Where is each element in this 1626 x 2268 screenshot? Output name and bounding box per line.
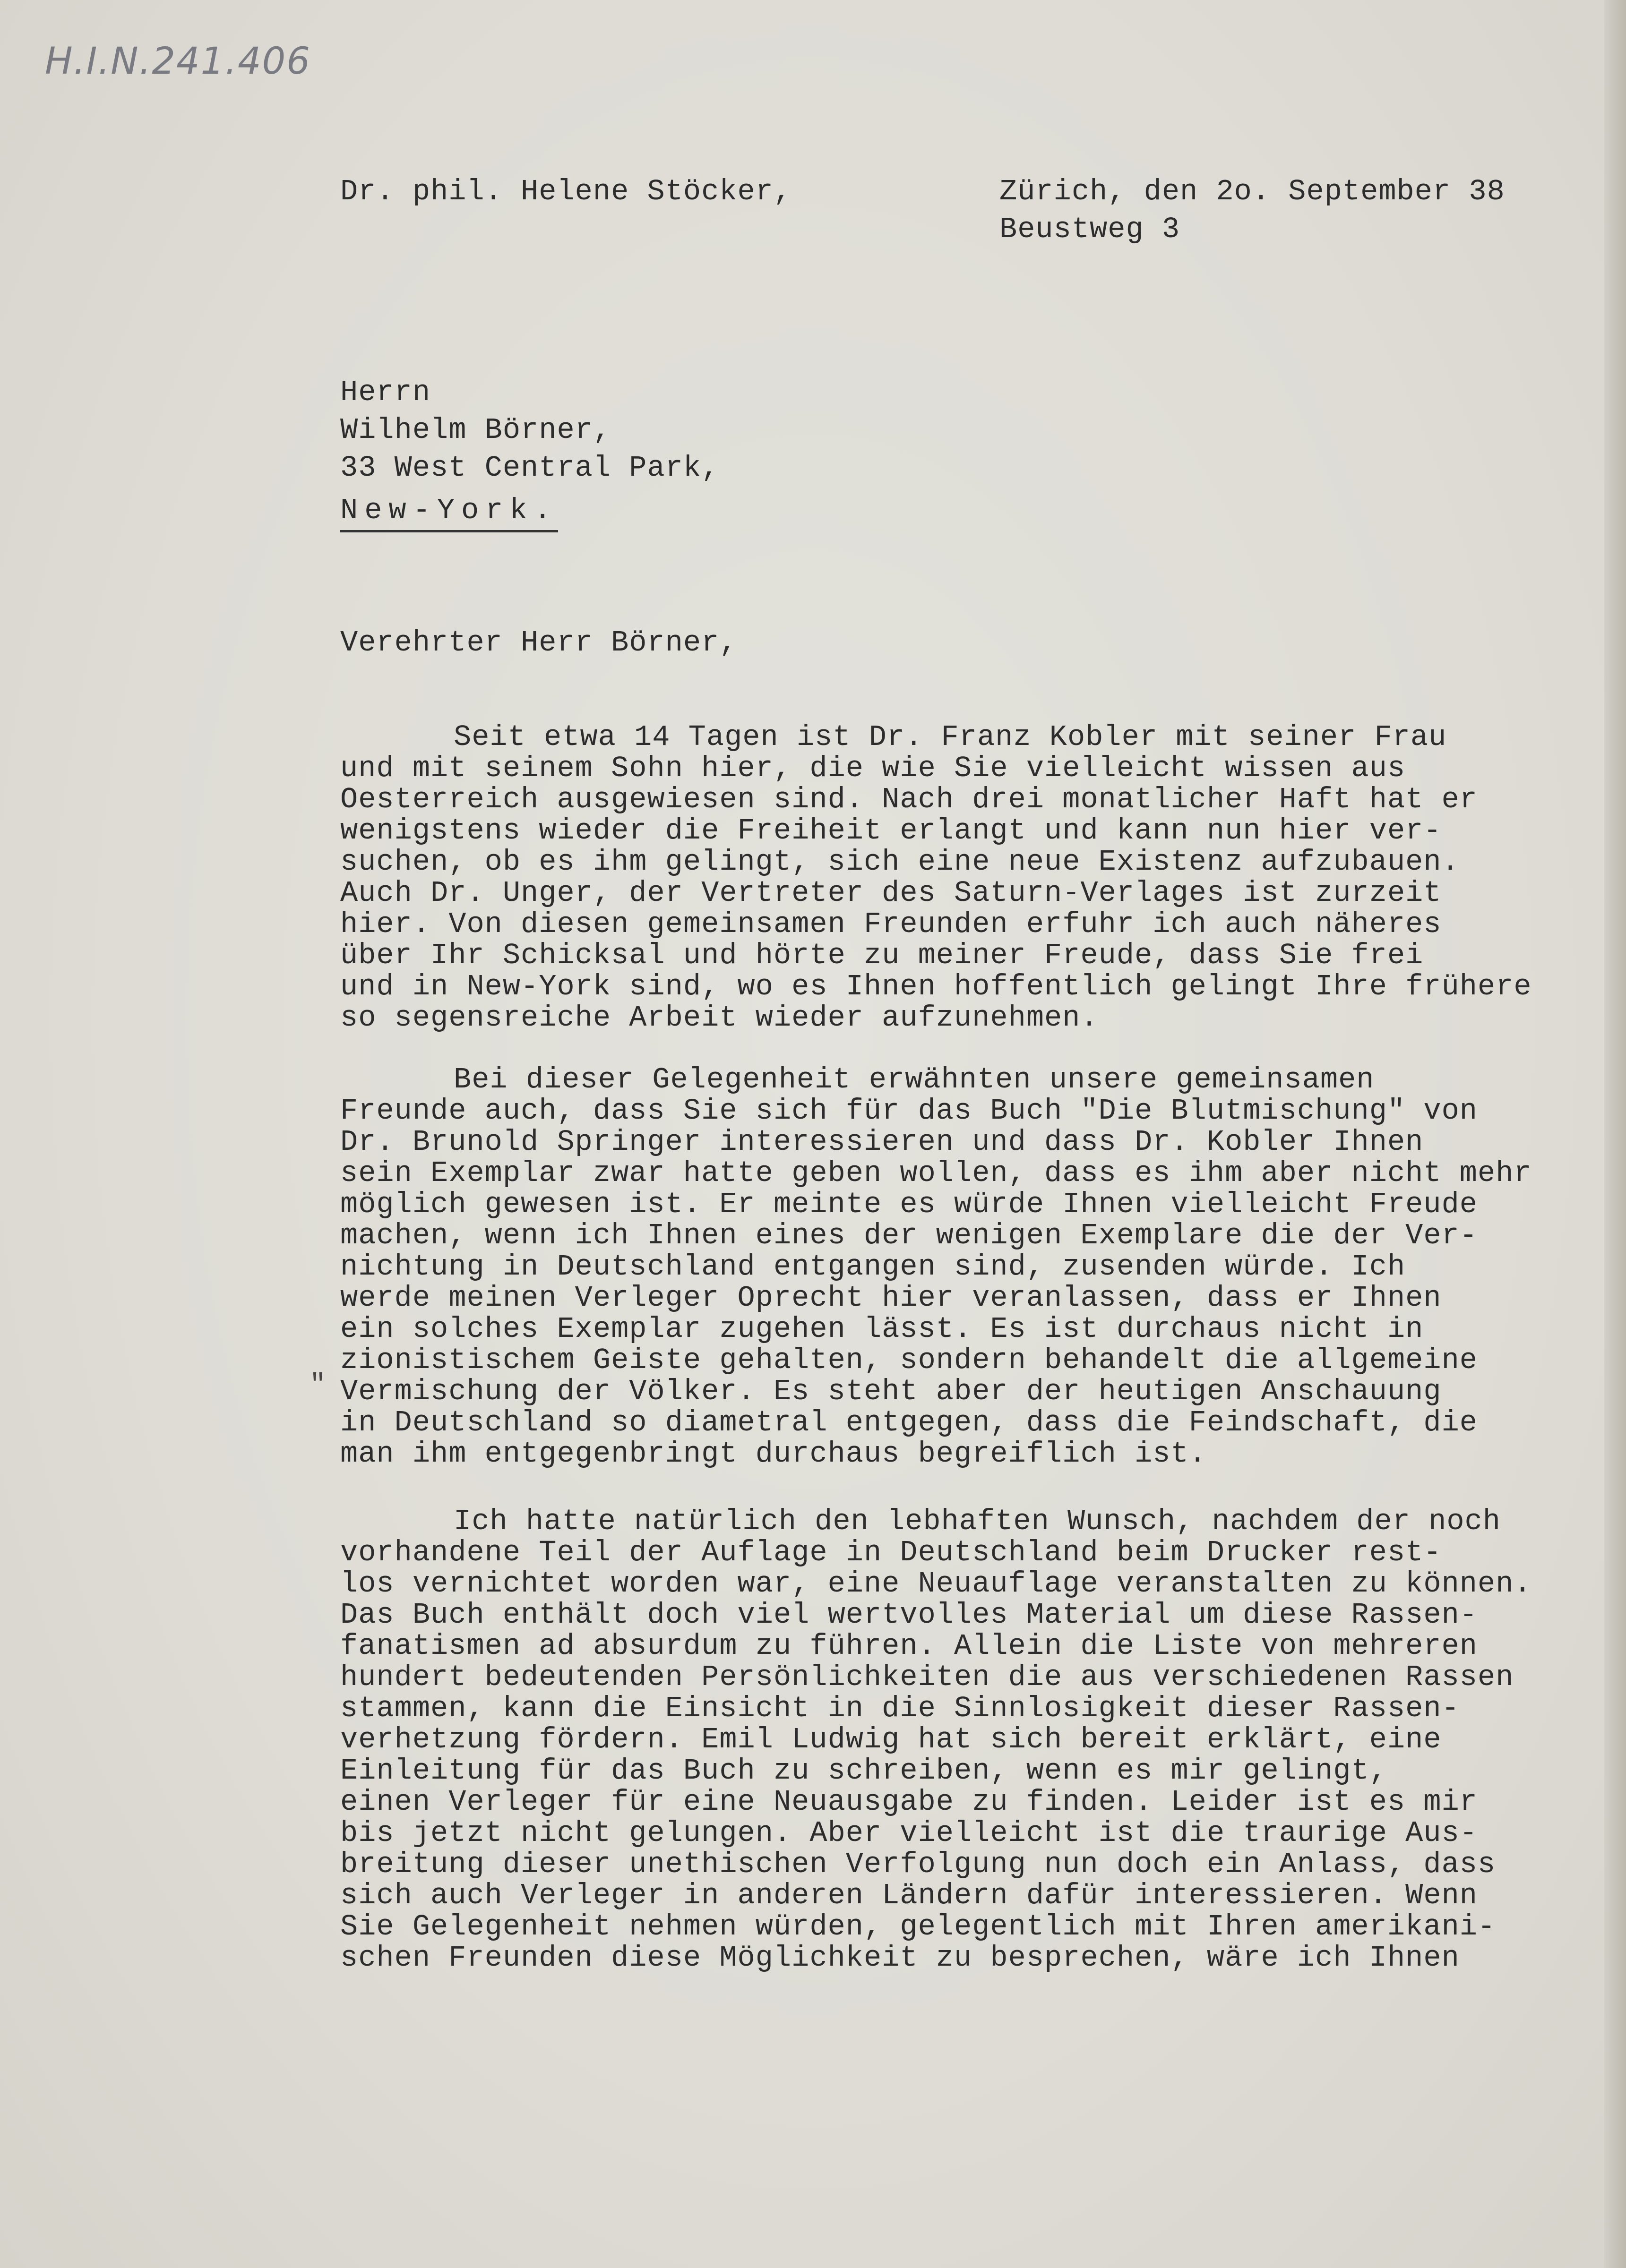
paragraph-3-line: einen Verleger für eine Neuausgabe zu finden. Leider ist es mir bbox=[340, 1785, 1478, 1819]
paragraph-1-line: suchen, ob es ihm gelingt, sich eine neue Existenz aufzubauen. bbox=[340, 845, 1460, 879]
sender-name: Dr. phil. Helene Stöcker, bbox=[340, 175, 792, 208]
recipient-city: New-York. bbox=[340, 494, 558, 532]
paragraph-2-line: ein solches Exemplar zugehen lässt. Es ist durchaus nicht in bbox=[340, 1312, 1424, 1346]
paragraph-3-line: los vernichtet worden war, eine Neuauflage veranstalten zu können. bbox=[340, 1567, 1532, 1600]
archive-id-handwritten: H.I.N.241.406 bbox=[45, 40, 311, 83]
paragraph-1-line: und in New-York sind, wo es Ihnen hoffentlich gelingt Ihre frühere bbox=[340, 970, 1532, 1003]
paragraph-3-line: breitung dieser unethischen Verfolgung nun doch ein Anlass, dass bbox=[340, 1848, 1496, 1881]
paragraph-1-line: Oesterreich ausgewiesen sind. Nach drei monatlicher Haft hat er bbox=[340, 783, 1478, 816]
paragraph-3-line: Ich hatte natürlich den lebhaften Wunsch, nachdem der noch bbox=[454, 1505, 1501, 1538]
paragraph-3-line: sich auch Verleger in anderen Ländern dafür interessieren. Wenn bbox=[340, 1879, 1478, 1912]
paragraph-2-line: Bei dieser Gelegenheit erwähnten unsere gemeinsamen bbox=[454, 1063, 1375, 1096]
greeting: Verehrter Herr Börner, bbox=[340, 626, 738, 659]
paragraph-2-line: sein Exemplar zwar hatte geben wollen, dass es ihm aber nicht mehr bbox=[340, 1156, 1532, 1190]
paragraph-1-line: über Ihr Schicksal und hörte zu meiner Freude, dass Sie frei bbox=[340, 939, 1424, 972]
paragraph-3-line: Sie Gelegenheit nehmen würden, gelegentlich mit Ihren amerikani- bbox=[340, 1910, 1496, 1943]
paragraph-3-line: stammen, kann die Einsicht in die Sinnlosigkeit dieser Rassen- bbox=[340, 1692, 1460, 1725]
paragraph-1-line: und mit seinem Sohn hier, die wie Sie vielleicht wissen aus bbox=[340, 752, 1406, 785]
paragraph-3-line: bis jetzt nicht gelungen. Aber vielleicht ist die traurige Aus- bbox=[340, 1816, 1478, 1850]
paragraph-3-line: Einleitung für das Buch zu schreiben, wenn es mir gelingt, bbox=[340, 1754, 1387, 1788]
paragraph-2-line: Dr. Brunold Springer interessieren und dass Dr. Kobler Ihnen bbox=[340, 1125, 1424, 1159]
paragraph-2-line: werde meinen Verleger Oprecht hier veranlassen, dass er Ihnen bbox=[340, 1281, 1442, 1315]
paragraph-2-line: in Deutschland so diametral entgegen, dass die Feindschaft, die bbox=[340, 1406, 1478, 1439]
paragraph-1-line: hier. Von diesen gemeinsamen Freunden erfuhr ich auch näheres bbox=[340, 907, 1442, 941]
paragraph-3-line: vorhandene Teil der Auflage in Deutschland beim Drucker rest- bbox=[340, 1536, 1442, 1569]
paragraph-1-line: so segensreiche Arbeit wieder aufzunehmen. bbox=[340, 1001, 1099, 1035]
sender-street: Beustweg 3 bbox=[999, 213, 1180, 246]
paragraph-3-line: schen Freunden diese Möglichkeit zu besprechen, wäre ich Ihnen bbox=[340, 1941, 1460, 1975]
paragraph-3-line: hundert bedeutenden Persönlichkeiten die aus verschiedenen Rassen bbox=[340, 1660, 1514, 1694]
date-line: Zürich, den 2o. September 38 bbox=[999, 175, 1505, 208]
paragraph-1-line: Seit etwa 14 Tagen ist Dr. Franz Kobler mit seiner Frau bbox=[454, 720, 1447, 754]
paragraph-1-line: Auch Dr. Unger, der Vertreter des Saturn-Verlages ist zurzeit bbox=[340, 876, 1442, 910]
paragraph-2-line: nichtung in Deutschland entgangen sind, zusenden würde. Ich bbox=[340, 1250, 1406, 1284]
paragraph-2-line: machen, wenn ich Ihnen eines der wenigen Exemplare die der Ver- bbox=[340, 1219, 1478, 1252]
paragraph-3-line: verhetzung fördern. Emil Ludwig hat sich bereit erklärt, eine bbox=[340, 1723, 1442, 1756]
paragraph-3-line: Das Buch enthält doch viel wertvolles Material um diese Rassen- bbox=[340, 1598, 1478, 1632]
margin-mark: " bbox=[310, 1370, 326, 1401]
paragraph-2-line: zionistischem Geiste gehalten, sondern behandelt die allgemeine bbox=[340, 1344, 1478, 1377]
paragraph-3-line: fanatismen ad absurdum zu führen. Allein die Liste von mehreren bbox=[340, 1629, 1478, 1663]
recipient-name: Wilhelm Börner, bbox=[340, 413, 611, 447]
recipient-salutation-word: Herrn bbox=[340, 376, 431, 409]
page-edge-shadow bbox=[1604, 0, 1626, 2268]
paragraph-2-line: Vermischung der Völker. Es steht aber der heutigen Anschauung bbox=[340, 1375, 1442, 1408]
recipient-street: 33 West Central Park, bbox=[340, 451, 720, 485]
paragraph-2-line: man ihm entgegenbringt durchaus begreiflich ist. bbox=[340, 1437, 1207, 1471]
paragraph-1-line: wenigstens wieder die Freiheit erlangt und kann nun hier ver- bbox=[340, 814, 1442, 847]
paragraph-2-line: Freunde auch, dass Sie sich für das Buch "Die Blutmischung" von bbox=[340, 1094, 1478, 1128]
paragraph-2-line: möglich gewesen ist. Er meinte es würde Ihnen vielleicht Freude bbox=[340, 1188, 1478, 1221]
